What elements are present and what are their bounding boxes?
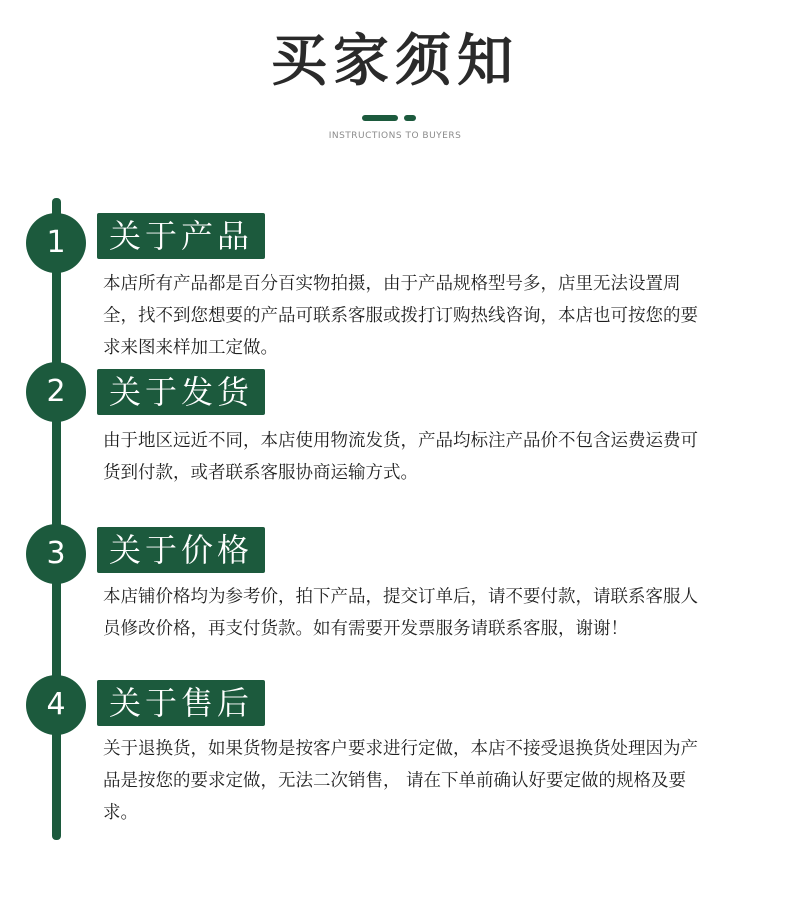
section-heading: 关于产品 [97,213,265,259]
title-accent-dot [404,115,416,121]
section-body: 由于地区远近不同，本店使用物流发货，产品均标注产品价不包含运费运费可货到付款，或者联系客服协商运输方式。 [103,431,698,483]
title-accent-bar [362,115,398,121]
timeline-line [52,198,61,840]
section-heading: 关于价格 [97,527,265,573]
step-number-badge: 1 [26,213,86,273]
page-title: 买家须知 [271,29,519,94]
section-body: 本店所有产品都是百分百实物拍摄，由于产品规格型号多，店里无法设置周全，找不到您想要的产品可联系客服或拨打订购热线咨询，本店也可按您的要求来图来样加工定做。 [103,274,698,358]
section-heading: 关于售后 [97,680,265,726]
section-body: 关于退换货，如果货物是按客户要求进行定做，本店不接受退换货处理因为产品是按您的要求定做，无法二次销售， 请在下单前确认好要定做的规格及要求。 [103,739,698,823]
step-number-badge: 4 [26,675,86,735]
section-body: 本店铺价格均为参考价，拍下产品，提交订单后，请不要付款，请联系客服人员修改价格，再支付货款。如有需要开发票服务请联系客服，谢谢！ [103,587,698,639]
step-number-badge: 2 [26,362,86,422]
step-number-badge: 3 [26,524,86,584]
page-subtitle: INSTRUCTIONS TO BUYERS [328,131,462,141]
section-heading: 关于发货 [97,369,265,415]
